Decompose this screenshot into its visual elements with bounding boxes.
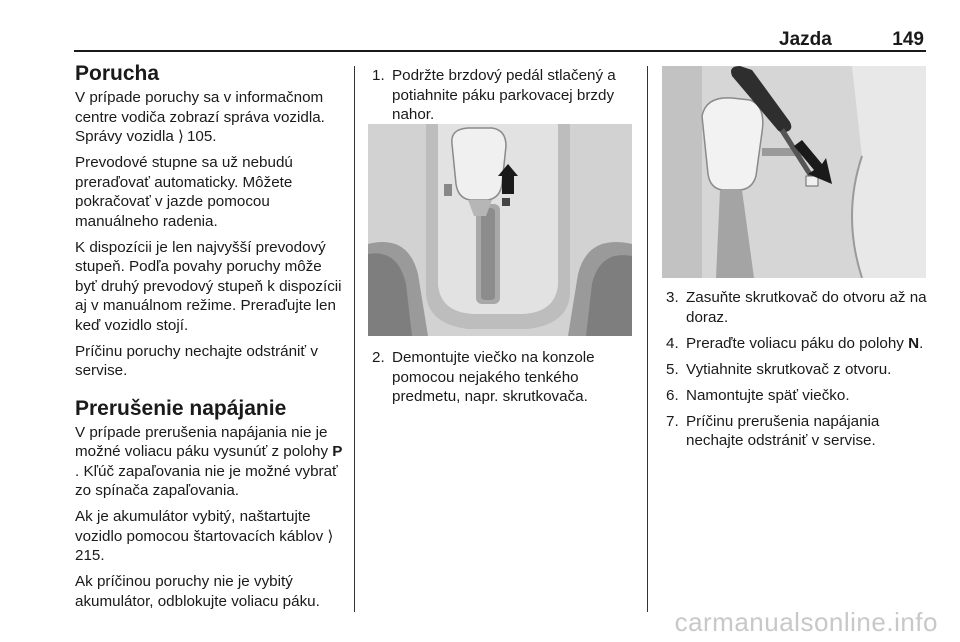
step-item: 5. Vytiahnite skrutkovač z otvoru.: [666, 360, 892, 378]
paragraph: V prípade poruchy sa v informačnom centre vodiča zobrazí správa vozidla. Správy vozidla ⟩ 105.: [75, 88, 347, 147]
column-divider: [647, 66, 648, 612]
column-middle-lower: [368, 348, 634, 413]
step-item: 1. Podržte brzdový pedál stlačený a potiahnite páku parkovacej brzdy nahor.: [372, 67, 616, 123]
section-heading-porucha: Porucha: [75, 62, 160, 85]
paragraph: Prevodové stupne sa už nebudú preraďovať automaticky. Môžete pokračovať v jazde pomocou manuálneho radenia.: [75, 154, 293, 230]
column-right: [662, 288, 928, 457]
chapter-title: Jazda: [779, 29, 832, 50]
page-header: [74, 28, 926, 52]
step-item: 3. Zasuňte skrutkovač do otvoru až na doraz.: [666, 289, 927, 326]
step-item: 7. Príčinu prerušenia napájania nechajte odstrániť v servise.: [666, 412, 880, 449]
paragraph: Ak je akumulátor vybitý, naštartujte vozidlo pomocou štartovacích káblov ⟩ 215.: [75, 507, 347, 566]
gear-lever-drawing: [368, 124, 632, 336]
column-middle: [368, 66, 634, 131]
gear-selector-illustration: [368, 124, 632, 336]
paragraph: V prípade prerušenia napájania nie je možné voliacu páku vysunúť z polohy P . Kľúč zapaľovania nie je možné vybrať zo spínača zapaľovania.: [75, 423, 343, 499]
column-left: [75, 62, 347, 618]
section-heading-prerusenie: Prerušenie napájanie: [75, 396, 287, 420]
column-divider: [354, 66, 355, 612]
screwdriver-drawing: [662, 66, 926, 278]
paragraph: Ak príčinou poruchy nie je vybitý akumulátor, odblokujte voliacu páku.: [75, 573, 320, 610]
page-number: 149: [892, 29, 924, 50]
step-item: 2. Demontujte viečko na konzole pomocou nejakého tenkého predmetu, napr. skrutkovača.: [372, 349, 595, 405]
watermark: carmanualsonline.info: [674, 607, 938, 637]
page-reference-link[interactable]: ⟩ 215.: [75, 528, 336, 565]
step-item: 4. Preraďte voliacu páku do polohy N.: [666, 334, 924, 352]
paragraph: K dispozícii je len najvyšší prevodový stupeň. Podľa povahy poruchy môže byť druhý prevodový stupeň k dispozícii aj v manuálnom režime. Preraďujte len keď vozidlo stojí.: [75, 238, 342, 334]
page-reference-link[interactable]: ⟩ 105.: [178, 128, 217, 145]
paragraph: Príčinu poruchy nechajte odstrániť v servise.: [75, 342, 318, 379]
screwdriver-illustration: [662, 66, 926, 278]
step-item: 6. Namontujte späť viečko.: [666, 386, 850, 404]
